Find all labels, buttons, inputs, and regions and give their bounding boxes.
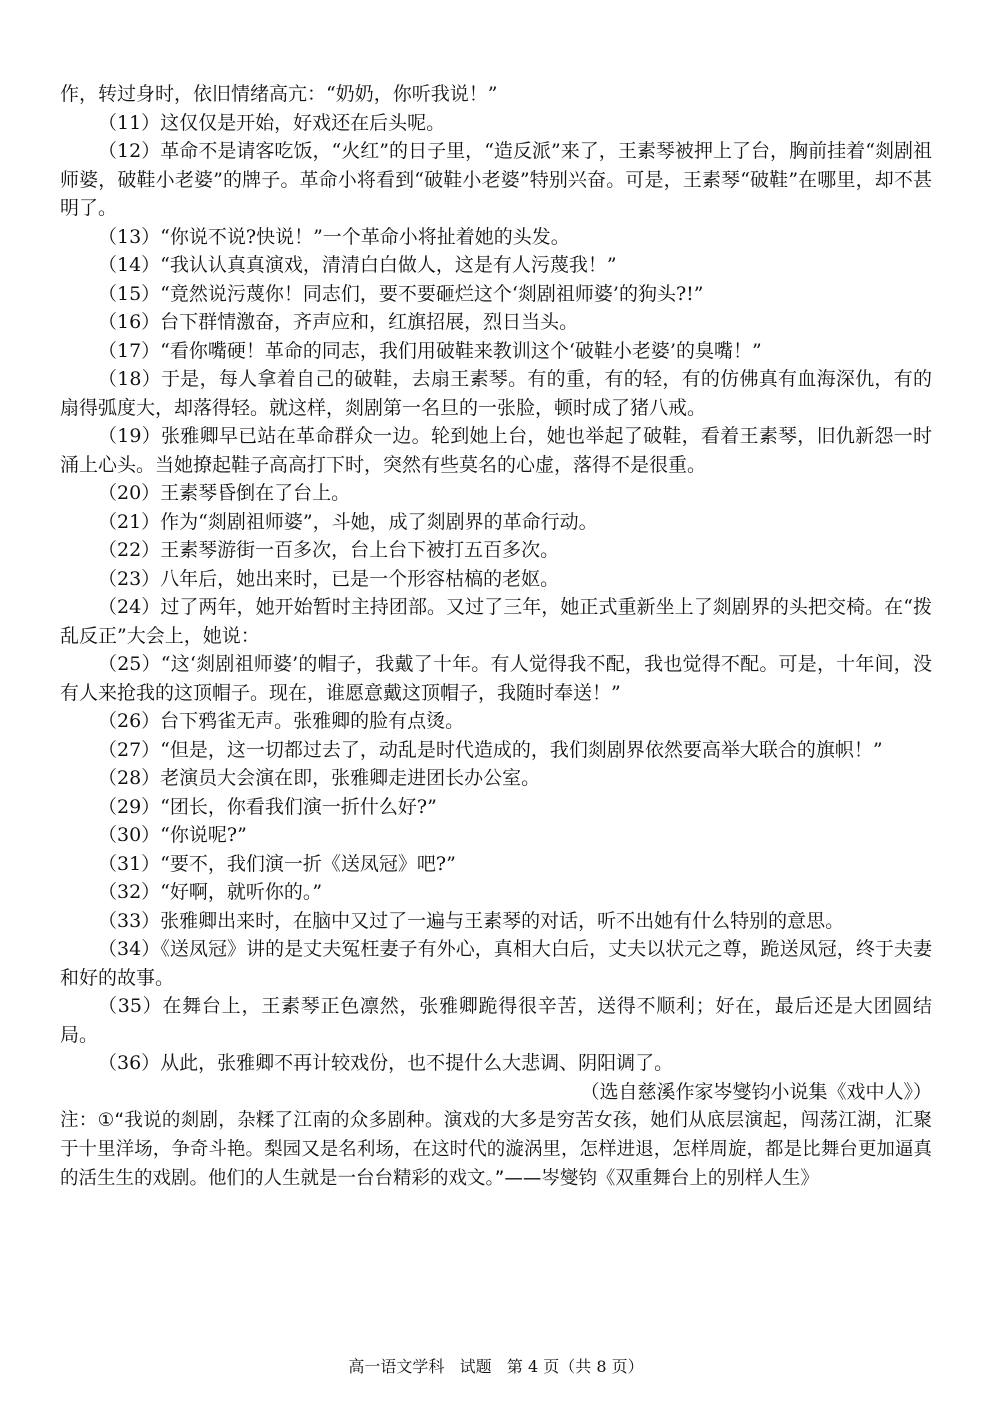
paragraph: （28）老演员大会演在即，张雅卿走进团长办公室。 xyxy=(98,767,541,789)
paragraph: （29）“团长，你看我们演一折什么好?” xyxy=(98,795,437,818)
article-body xyxy=(60,80,932,1193)
source-citation: （选自慈溪作家岑燮钧小说集《戏中人》） xyxy=(580,1080,932,1103)
paragraph: （35）在舞台上，王素琴正色凛然，张雅卿跪得很辛苦，送得不顺利；好在，最后还是大团圆结局。 xyxy=(60,995,932,1046)
paragraph: （32）“好啊，就听你的。” xyxy=(98,881,323,903)
paragraph: （12）革命不是请客吃饭，“火红”的日子里，“造反派”来了，王素琴被押上了台，胸前挂着“剡剧祖师婆，破鞋小老婆”的牌子。革命小将看到“破鞋小老婆”特别兴奋。可是，王素琴“破鞋”在哪里，却不甚明了。 xyxy=(60,140,932,219)
paragraph: （26）台下鸦雀无声。张雅卿的脸有点烫。 xyxy=(98,710,465,732)
paragraph: （20）王素琴昏倒在了台上。 xyxy=(98,482,351,504)
paragraph: （18）于是，每人拿着自己的破鞋，去扇王素琴。有的重，有的轻，有的仿佛真有血海深仇，有的扇得弧度大，却落得轻。就这样，剡剧第一名旦的一张脸，顿时成了猪八戒。 xyxy=(60,368,932,419)
paragraph-list xyxy=(60,80,932,1078)
paragraph: （25）“这‘剡剧祖师婆’的帽子，我戴了十年。有人觉得我不配，我也觉得不配。可是，十年间，没有人来抢我的这顶帽子。现在，谁愿意戴这顶帽子，我随时奉送！” xyxy=(60,653,932,704)
paragraph: （30）“你说呢?” xyxy=(98,824,247,846)
paragraph: 作，转过身时，依旧情绪高亢：“奶奶，你听我说！” xyxy=(60,83,498,105)
paragraph: （27）“但是，这一切都过去了，动乱是时代造成的，我们剡剧界依然要高举大联合的旗帜！” xyxy=(98,738,883,761)
paragraph: （14）“我认认真真演戏，清清白白做人，这是有人污蔑我！” xyxy=(98,254,617,276)
paragraph: （31）“要不，我们演一折《送凤冠》吧?” xyxy=(98,852,456,875)
paragraph: （23）八年后，她出来时，已是一个形容枯槁的老妪。 xyxy=(98,567,560,590)
paragraph: （19）张雅卿早已站在革命群众一边。轮到她上台，她也举起了破鞋，看着王素琴，旧仇新怨一时涌上心头。当她撩起鞋子高高打下时，突然有些莫名的心虚，落得不是很重。 xyxy=(60,425,932,476)
paragraph: （17）“看你嘴硬！革命的同志，我们用破鞋来教训这个‘破鞋小老婆’的臭嘴！” xyxy=(98,339,762,362)
paragraph: （13）“你说不说?快说！”一个革命小将扯着她的头发。 xyxy=(98,225,570,248)
paragraph: （16）台下群情激奋，齐声应和，红旗招展，烈日当头。 xyxy=(98,311,579,333)
footnote: 注：①“我说的剡剧，杂糅了江南的众多剧种。演戏的大多是穷苦女孩，她们从底层演起，闯荡江湖，汇聚于十里洋场，争奇斗艳。梨园又是名利场，在这时代的漩涡里，怎样进退，怎样周旋，都是比舞台更加逼真的活生生的戏剧。他们的人生就是一台台精彩的戏文。”——岑燮钧《双重舞台上的别样人生》 xyxy=(60,1110,932,1189)
paragraph: （21）作为“剡剧祖师婆”，斗她，成了剡剧界的革命行动。 xyxy=(98,510,598,533)
paragraph: （33）张雅卿出来时，在脑中又过了一遍与王素琴的对话，听不出她有什么特别的意思。 xyxy=(98,909,845,932)
paragraph: （15）“竟然说污蔑你！同志们，要不要砸烂这个‘剡剧祖师婆’的狗头?!” xyxy=(98,282,704,305)
paragraph: （24）过了两年，她开始暂时主持团部。又过了三年，她正式重新坐上了剡剧界的头把交椅。在“拨乱反正”大会上，她说： xyxy=(60,596,932,647)
paragraph: （36）从此，张雅卿不再计较戏份，也不提什么大悲调、阴阳调了。 xyxy=(98,1052,674,1074)
paragraph: （22）王素琴游街一百多次，台上台下被打五百多次。 xyxy=(98,539,560,561)
paragraph: （34）《送凤冠》讲的是丈夫冤枉妻子有外心，真相大白后，丈夫以状元之尊，跪送凤冠，终于夫妻和好的故事。 xyxy=(60,938,932,989)
page-footer: 高一语文学科 试题 第 4 页（共 8 页） xyxy=(348,1357,644,1376)
paragraph: （11）这仅仅是开始，好戏还在后头呢。 xyxy=(98,111,446,134)
